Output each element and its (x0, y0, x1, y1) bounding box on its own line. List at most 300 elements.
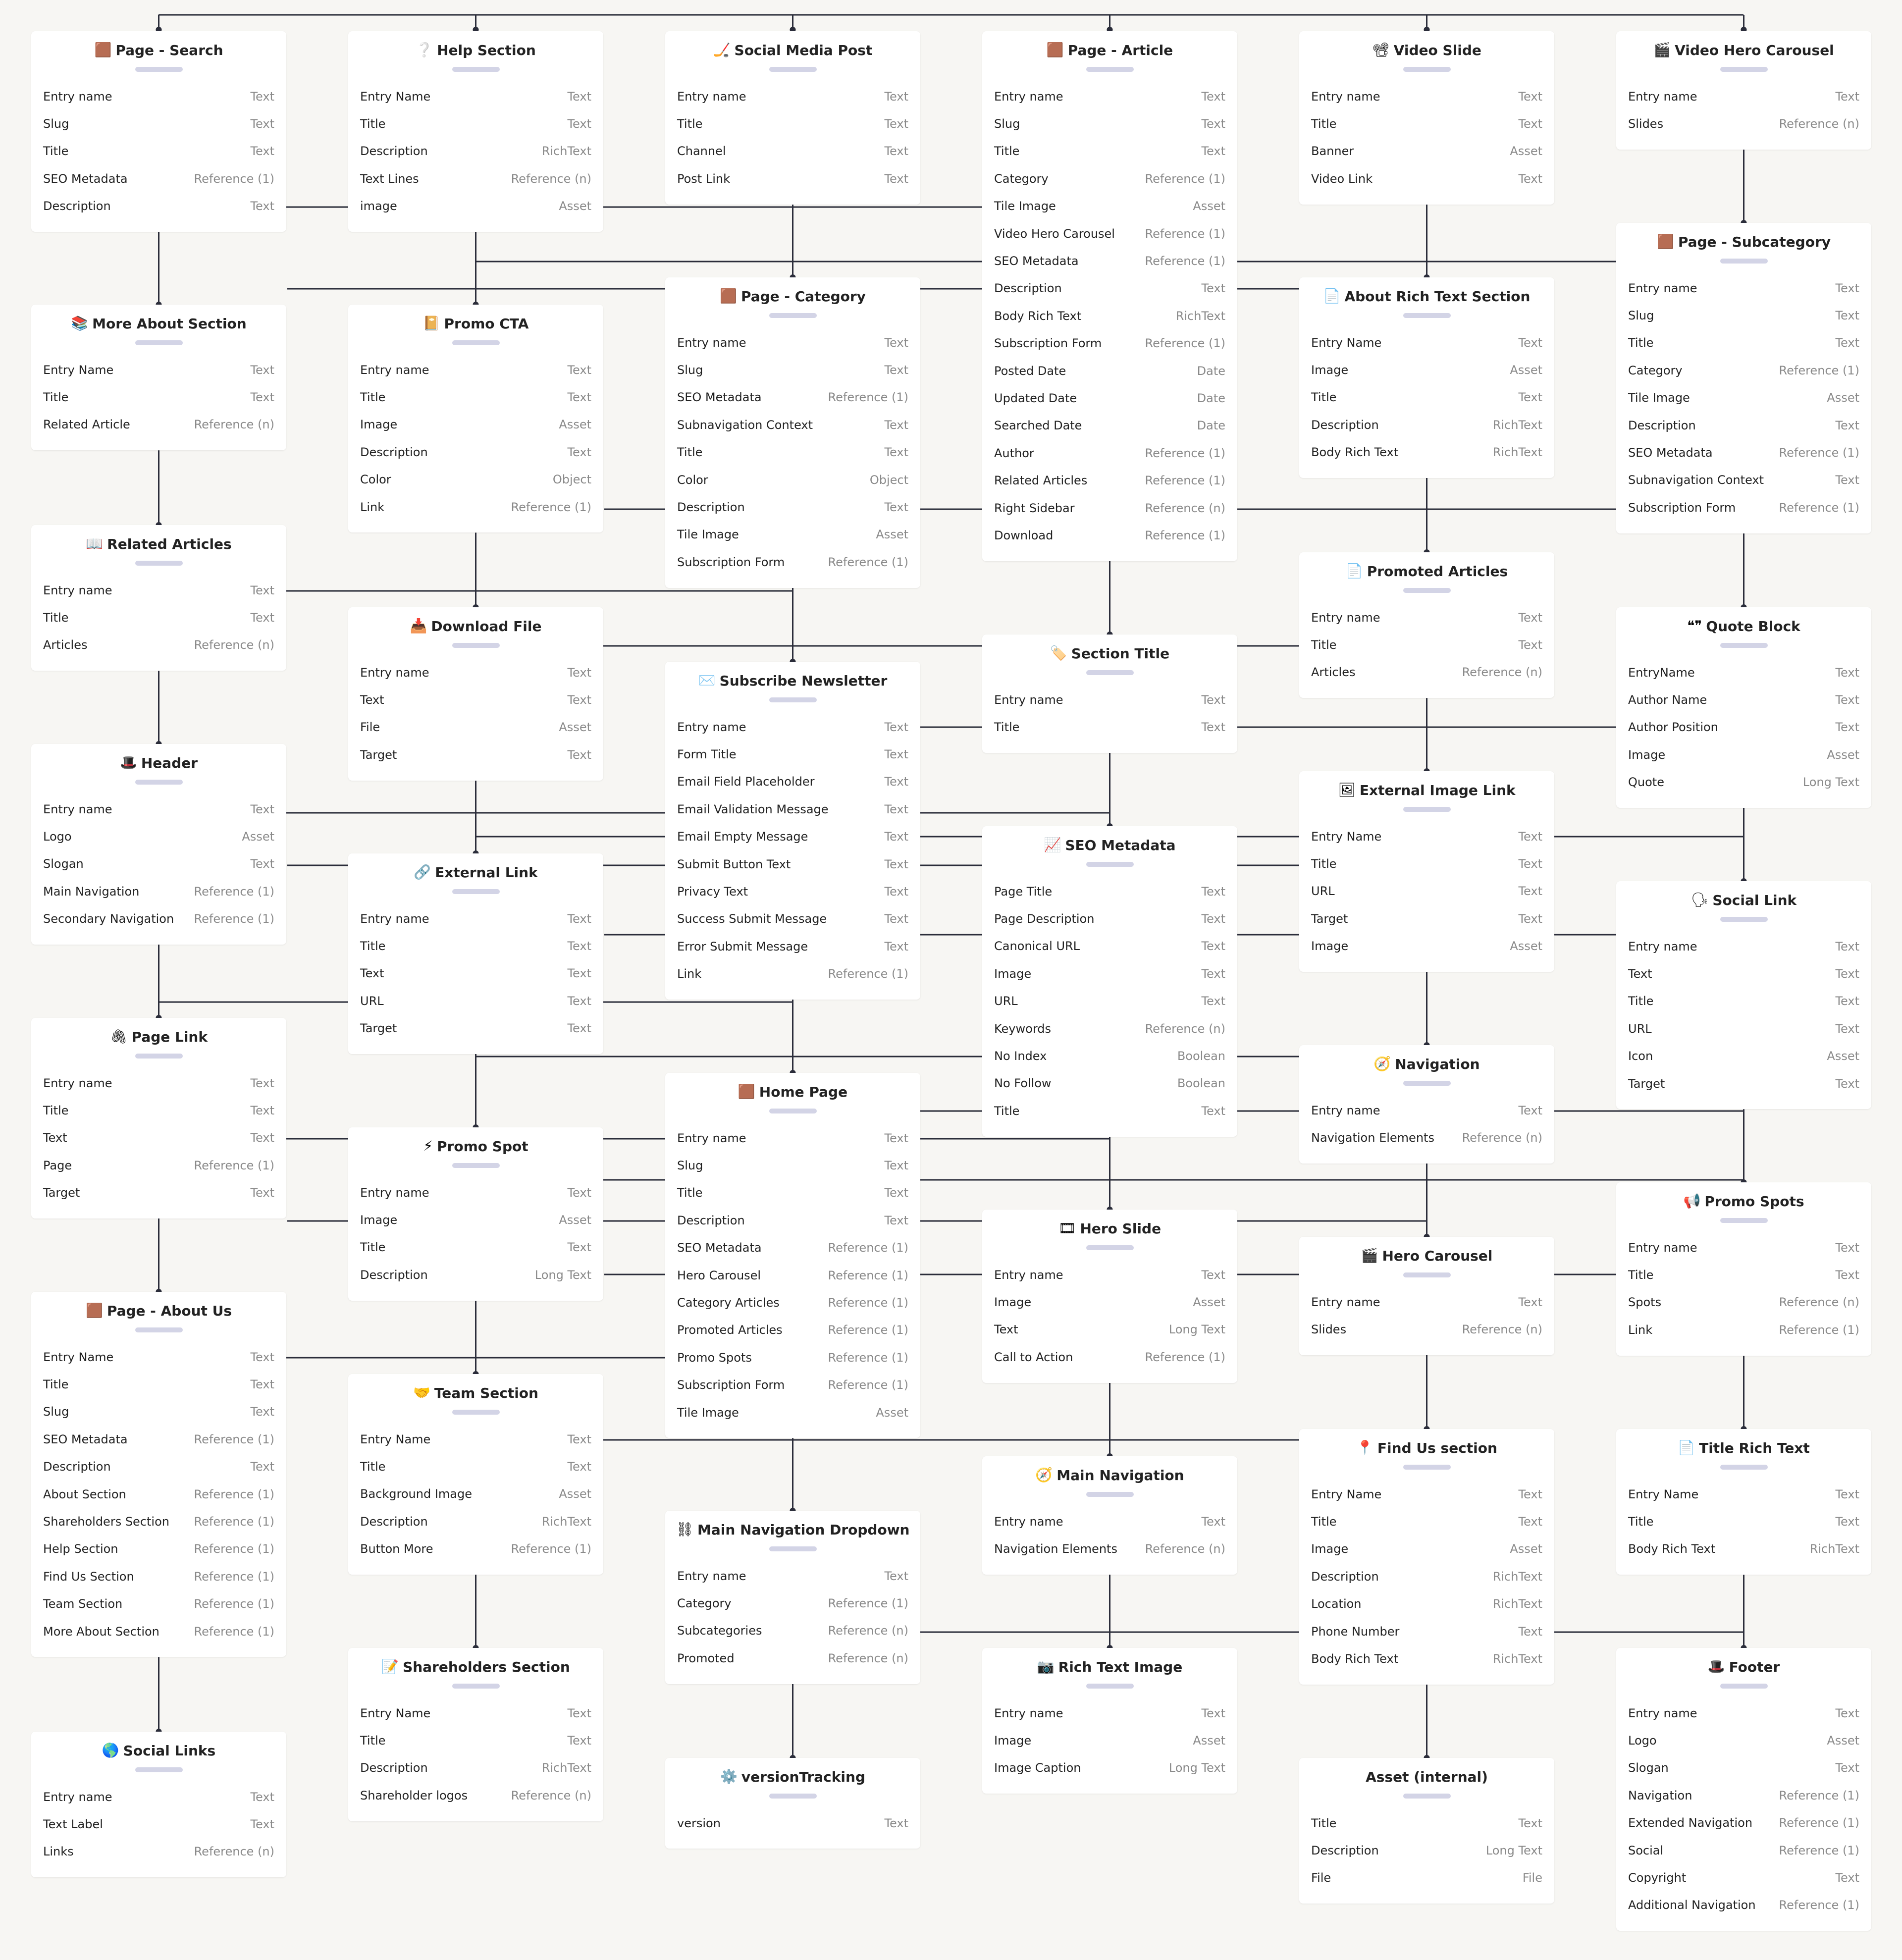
field-row[interactable] (31, 165, 286, 192)
content-type-card-version-tracking[interactable] (665, 1758, 920, 1849)
field-row[interactable] (665, 1179, 920, 1207)
drag-handle-icon[interactable] (452, 1410, 500, 1415)
field-row[interactable] (348, 905, 603, 932)
drag-handle-icon[interactable] (1403, 1272, 1451, 1277)
content-type-card-help-section[interactable] (348, 31, 603, 232)
field-row[interactable] (1299, 1837, 1554, 1864)
field-row[interactable] (1299, 1316, 1554, 1343)
drag-handle-icon[interactable] (769, 313, 817, 318)
field-row[interactable] (665, 878, 920, 905)
field-row[interactable] (982, 110, 1237, 137)
drag-handle-icon[interactable] (769, 697, 817, 702)
field-row[interactable] (1299, 905, 1554, 932)
content-type-card-external-link[interactable] (348, 853, 603, 1054)
field-row[interactable] (982, 467, 1237, 494)
drag-handle-icon[interactable] (1403, 313, 1451, 318)
field-row[interactable] (1299, 1864, 1554, 1892)
field-row[interactable] (1299, 1590, 1554, 1618)
drag-handle-icon[interactable] (135, 67, 183, 72)
field-row[interactable] (31, 356, 286, 383)
field-row[interactable] (982, 713, 1237, 741)
field-row[interactable] (31, 83, 286, 110)
field-row[interactable] (1616, 1536, 1871, 1563)
field-row[interactable] (665, 823, 920, 850)
drag-handle-icon[interactable] (135, 1327, 183, 1332)
field-row[interactable] (665, 1317, 920, 1344)
field-row[interactable] (348, 438, 603, 466)
field-row[interactable] (1616, 1892, 1871, 1919)
field-row[interactable] (982, 1699, 1237, 1727)
field-row[interactable] (1616, 357, 1871, 384)
field-row[interactable] (1616, 384, 1871, 412)
field-row[interactable] (982, 1508, 1237, 1535)
field-row[interactable] (982, 933, 1237, 960)
field-row[interactable] (665, 1152, 920, 1179)
content-type-card-main-navigation-dropdown[interactable] (665, 1511, 920, 1684)
field-row[interactable] (982, 988, 1237, 1015)
content-type-card-header[interactable] (31, 744, 286, 945)
field-row[interactable] (31, 1508, 286, 1535)
field-row[interactable] (31, 1838, 286, 1865)
field-row[interactable] (348, 1699, 603, 1727)
content-type-card-title-rich-text[interactable] (1616, 1429, 1871, 1575)
field-row[interactable] (665, 905, 920, 933)
drag-handle-icon[interactable] (452, 1163, 500, 1168)
field-row[interactable] (348, 193, 603, 220)
field-row[interactable] (1616, 302, 1871, 329)
field-row[interactable] (1299, 329, 1554, 356)
field-row[interactable] (1616, 83, 1871, 110)
field-row[interactable] (982, 247, 1237, 274)
field-row[interactable] (665, 1562, 920, 1589)
field-row[interactable] (348, 1481, 603, 1508)
field-row[interactable] (31, 604, 286, 631)
field-row[interactable] (665, 1372, 920, 1399)
content-type-card-page-search[interactable] (31, 31, 286, 232)
field-row[interactable] (31, 823, 286, 850)
field-row[interactable] (982, 1015, 1237, 1042)
field-row[interactable] (665, 384, 920, 411)
field-row[interactable] (1616, 494, 1871, 521)
content-type-card-more-about-section[interactable] (31, 305, 286, 450)
field-row[interactable] (31, 1590, 286, 1618)
field-row[interactable] (1299, 411, 1554, 438)
field-row[interactable] (31, 1481, 286, 1508)
field-row[interactable] (665, 110, 920, 137)
field-row[interactable] (348, 1426, 603, 1453)
drag-handle-icon[interactable] (1403, 1794, 1451, 1799)
field-row[interactable] (1299, 83, 1554, 110)
field-row[interactable] (348, 493, 603, 521)
drag-handle-icon[interactable] (1403, 1081, 1451, 1086)
field-row[interactable] (31, 632, 286, 659)
field-row[interactable] (1299, 631, 1554, 658)
field-row[interactable] (31, 577, 286, 604)
field-row[interactable] (1616, 1070, 1871, 1097)
content-type-card-asset-internal[interactable] (1299, 1758, 1554, 1904)
drag-handle-icon[interactable] (452, 889, 500, 894)
field-row[interactable] (1616, 329, 1871, 357)
content-type-card-promo-spots[interactable] (1616, 1182, 1871, 1356)
field-row[interactable] (31, 850, 286, 878)
field-row[interactable] (982, 412, 1237, 439)
drag-handle-icon[interactable] (135, 1767, 183, 1772)
field-row[interactable] (1299, 604, 1554, 631)
field-row[interactable] (31, 1536, 286, 1563)
field-row[interactable] (1616, 960, 1871, 987)
field-row[interactable] (1616, 274, 1871, 302)
field-row[interactable] (348, 83, 603, 110)
field-row[interactable] (982, 522, 1237, 549)
field-row[interactable] (348, 356, 603, 383)
field-row[interactable] (982, 878, 1237, 905)
field-row[interactable] (1299, 1508, 1554, 1535)
field-row[interactable] (31, 1453, 286, 1481)
content-type-card-social-link[interactable] (1616, 881, 1871, 1109)
content-type-card-find-us-section[interactable] (1299, 1429, 1554, 1685)
content-type-icon: ⚡ (423, 1138, 433, 1154)
field-row[interactable] (348, 1206, 603, 1233)
field-row[interactable] (665, 1289, 920, 1316)
field-row[interactable] (348, 1453, 603, 1480)
field-row[interactable] (982, 1097, 1237, 1124)
field-row[interactable] (1299, 1481, 1554, 1508)
field-row[interactable] (1616, 1837, 1871, 1864)
drag-handle-icon[interactable] (1086, 1684, 1134, 1689)
content-type-card-promo-spot[interactable] (348, 1127, 603, 1301)
field-row[interactable] (665, 411, 920, 438)
field-row[interactable] (348, 741, 603, 768)
field-row[interactable] (1616, 1289, 1871, 1316)
content-type-card-footer[interactable] (1616, 1648, 1871, 1931)
field-row[interactable] (1616, 467, 1871, 494)
field-row[interactable] (348, 714, 603, 741)
field-row[interactable] (348, 1536, 603, 1563)
field-name: Articles (43, 638, 88, 652)
field-row[interactable] (1299, 1618, 1554, 1645)
content-type-card-page-about-us[interactable] (31, 1292, 286, 1657)
content-type-card-quote-block[interactable] (1616, 607, 1871, 808)
field-row[interactable] (665, 1589, 920, 1617)
field-row[interactable] (982, 83, 1237, 110)
drag-handle-icon[interactable] (1403, 807, 1451, 812)
field-row[interactable] (348, 383, 603, 411)
field-row[interactable] (348, 165, 603, 192)
field-row[interactable] (31, 905, 286, 933)
field-row[interactable] (31, 1810, 286, 1838)
field-row[interactable] (982, 905, 1237, 932)
drag-handle-icon[interactable] (1086, 67, 1134, 72)
content-type-card-team-section[interactable] (348, 1374, 603, 1575)
field-row[interactable] (31, 878, 286, 905)
field-row[interactable] (1299, 933, 1554, 960)
field-row[interactable] (982, 1727, 1237, 1754)
field-row[interactable] (665, 933, 920, 960)
content-type-card-page-link[interactable] (31, 1018, 286, 1218)
field-row[interactable] (348, 138, 603, 165)
field-row[interactable] (665, 1617, 920, 1644)
field-row[interactable] (1616, 1234, 1871, 1261)
field-row[interactable] (348, 686, 603, 713)
field-row[interactable] (31, 383, 286, 411)
content-type-card-hero-carousel[interactable] (1299, 1237, 1554, 1355)
content-type-card-rich-text-image[interactable] (982, 1648, 1237, 1794)
field-row[interactable] (348, 1234, 603, 1261)
drag-handle-icon[interactable] (135, 340, 183, 345)
drag-handle-icon[interactable] (769, 1546, 817, 1551)
field-row[interactable] (31, 1563, 286, 1590)
field-row[interactable] (31, 1152, 286, 1179)
field-row[interactable] (1616, 1809, 1871, 1837)
field-row[interactable] (1616, 110, 1871, 137)
field-row[interactable] (348, 110, 603, 137)
field-row[interactable] (665, 768, 920, 795)
content-type-card-promo-cta[interactable] (348, 305, 603, 532)
field-row[interactable] (31, 1124, 286, 1152)
field-row[interactable] (348, 987, 603, 1014)
field-row[interactable] (982, 357, 1237, 384)
drag-handle-icon[interactable] (1720, 67, 1768, 72)
field-row[interactable] (1616, 988, 1871, 1015)
field-row[interactable] (31, 1097, 286, 1124)
content-type-card-shareholders-section[interactable] (348, 1648, 603, 1821)
field-row[interactable] (665, 548, 920, 576)
drag-handle-icon[interactable] (769, 1109, 817, 1113)
content-type-card-video-hero-carousel[interactable] (1616, 31, 1871, 150)
drag-handle-icon[interactable] (1720, 1684, 1768, 1689)
field-row[interactable] (348, 1508, 603, 1535)
content-type-card-page-category[interactable] (665, 277, 920, 588)
drag-handle-icon[interactable] (1086, 670, 1134, 675)
field-row[interactable] (665, 329, 920, 356)
content-type-card-home-page[interactable] (665, 1073, 920, 1438)
content-type-card-section-title[interactable] (982, 635, 1237, 753)
field-row[interactable] (982, 1042, 1237, 1069)
field-row[interactable] (348, 1782, 603, 1809)
content-type-card-page-article[interactable] (982, 31, 1237, 561)
field-row[interactable] (1299, 1809, 1554, 1837)
field-name: Links (43, 1845, 74, 1859)
drag-handle-icon[interactable] (135, 561, 183, 566)
field-row[interactable] (31, 110, 286, 137)
field-row[interactable] (348, 960, 603, 987)
field-name: No Follow (994, 1076, 1052, 1091)
field-row[interactable] (665, 1234, 920, 1262)
field-row[interactable] (665, 439, 920, 466)
content-type-card-external-image-link[interactable] (1299, 771, 1554, 972)
field-row[interactable] (982, 1535, 1237, 1562)
field-row[interactable] (1616, 1754, 1871, 1782)
drag-handle-icon[interactable] (135, 1054, 183, 1059)
field-row[interactable] (31, 795, 286, 823)
content-type-card-page-subcategory[interactable] (1616, 223, 1871, 533)
field-row[interactable] (665, 466, 920, 493)
field-row[interactable] (31, 1343, 286, 1371)
content-type-card-about-rich-text-section[interactable] (1299, 277, 1554, 478)
field-row[interactable] (1299, 356, 1554, 383)
content-type-card-main-navigation[interactable] (982, 1456, 1237, 1575)
field-row[interactable] (1299, 439, 1554, 466)
drag-handle-icon[interactable] (1086, 1492, 1134, 1497)
field-row[interactable] (1616, 1261, 1871, 1288)
field-row[interactable] (982, 494, 1237, 522)
drag-handle-icon[interactable] (769, 67, 817, 72)
field-row[interactable] (1616, 686, 1871, 713)
field-row[interactable] (348, 411, 603, 438)
field-row[interactable] (1299, 850, 1554, 877)
field-row[interactable] (1616, 412, 1871, 439)
field-row[interactable] (1299, 1097, 1554, 1124)
drag-handle-icon[interactable] (1720, 917, 1768, 922)
field-row[interactable] (1299, 384, 1554, 411)
field-row[interactable] (348, 659, 603, 686)
field-row[interactable] (348, 1261, 603, 1288)
field-row[interactable] (982, 220, 1237, 247)
field-row[interactable] (665, 138, 920, 165)
field-type: Reference (n) (1779, 117, 1859, 131)
drag-handle-icon[interactable] (1720, 643, 1768, 648)
drag-handle-icon[interactable] (1403, 1465, 1451, 1470)
field-row[interactable] (31, 411, 286, 438)
field-row[interactable] (348, 1179, 603, 1206)
drag-handle-icon[interactable] (1403, 67, 1451, 72)
field-row[interactable] (982, 960, 1237, 987)
field-row[interactable] (665, 741, 920, 768)
drag-handle-icon[interactable] (769, 1794, 817, 1799)
field-row[interactable] (1616, 741, 1871, 768)
drag-handle-icon[interactable] (452, 67, 500, 72)
field-row[interactable] (665, 795, 920, 823)
field-row[interactable] (982, 138, 1237, 165)
field-row[interactable] (1616, 1481, 1871, 1508)
field-row[interactable] (1616, 714, 1871, 741)
field-row[interactable] (1616, 1782, 1871, 1809)
field-row[interactable] (982, 275, 1237, 302)
field-row[interactable] (1299, 878, 1554, 905)
field-row[interactable] (31, 193, 286, 220)
drag-handle-icon[interactable] (452, 1684, 500, 1689)
content-type-card-navigation[interactable] (1299, 1045, 1554, 1164)
field-row[interactable] (665, 83, 920, 110)
field-row[interactable] (1616, 1508, 1871, 1535)
field-row[interactable] (665, 713, 920, 741)
content-type-card-promoted-articles[interactable] (1299, 552, 1554, 698)
field-row[interactable] (31, 1371, 286, 1398)
content-type-card-seo-metadata[interactable] (982, 826, 1237, 1137)
field-row[interactable] (1299, 1124, 1554, 1151)
field-row[interactable] (1616, 1316, 1871, 1343)
field-row[interactable] (1299, 1645, 1554, 1672)
field-row[interactable] (31, 1783, 286, 1810)
field-row[interactable] (665, 1124, 920, 1152)
field-row[interactable] (31, 1398, 286, 1426)
field-row[interactable] (1616, 933, 1871, 960)
field-row[interactable] (1299, 138, 1554, 165)
field-row[interactable] (1299, 1536, 1554, 1563)
drag-handle-icon[interactable] (1720, 1218, 1768, 1223)
field-row[interactable] (31, 1618, 286, 1645)
field-name: URL (994, 994, 1018, 1008)
field-row[interactable] (1299, 110, 1554, 137)
field-row[interactable] (1616, 1699, 1871, 1727)
field-row[interactable] (665, 1399, 920, 1426)
field-row[interactable] (665, 1644, 920, 1672)
field-row[interactable] (1299, 659, 1554, 686)
field-row[interactable] (665, 960, 920, 988)
drag-handle-icon[interactable] (135, 780, 183, 785)
field-row[interactable] (1299, 1563, 1554, 1590)
drag-handle-icon[interactable] (452, 340, 500, 345)
content-type-card-social-media-post[interactable] (665, 31, 920, 205)
field-row[interactable] (348, 1015, 603, 1042)
field-row[interactable] (1299, 823, 1554, 850)
drag-handle-icon[interactable] (1720, 259, 1768, 264)
field-row[interactable] (982, 686, 1237, 713)
content-type-card-hero-slide[interactable] (982, 1210, 1237, 1383)
field-row[interactable] (348, 932, 603, 959)
field-row[interactable] (982, 384, 1237, 412)
field-row[interactable] (1616, 769, 1871, 796)
field-row[interactable] (665, 493, 920, 521)
field-row[interactable] (1299, 1288, 1554, 1316)
field-row[interactable] (982, 302, 1237, 329)
drag-handle-icon[interactable] (452, 643, 500, 648)
field-row[interactable] (665, 165, 920, 192)
field-row[interactable] (982, 1288, 1237, 1316)
field-row[interactable] (982, 193, 1237, 220)
field-row[interactable] (1616, 1727, 1871, 1754)
content-type-card-related-articles[interactable] (31, 525, 286, 671)
field-row[interactable] (982, 1754, 1237, 1782)
field-row[interactable] (982, 1343, 1237, 1371)
field-row[interactable] (665, 356, 920, 383)
field-row[interactable] (348, 466, 603, 493)
field-row[interactable] (982, 1070, 1237, 1097)
field-row[interactable] (1616, 439, 1871, 466)
field-row[interactable] (665, 1262, 920, 1289)
content-type-card-social-links[interactable] (31, 1732, 286, 1877)
field-row[interactable] (982, 1316, 1237, 1343)
field-row[interactable] (982, 1261, 1237, 1288)
drag-handle-icon[interactable] (1086, 862, 1134, 867)
field-row[interactable] (31, 1069, 286, 1097)
drag-handle-icon[interactable] (1720, 1465, 1768, 1470)
drag-handle-icon[interactable] (1086, 1245, 1134, 1250)
field-row[interactable] (982, 330, 1237, 357)
field-row[interactable] (665, 850, 920, 878)
content-type-card-subscribe-newsletter[interactable] (665, 662, 920, 1000)
field-row[interactable] (1616, 1864, 1871, 1891)
content-type-card-video-slide[interactable] (1299, 31, 1554, 205)
field-row[interactable] (1616, 1015, 1871, 1042)
field-row[interactable] (665, 1207, 920, 1234)
drag-handle-icon[interactable] (1403, 588, 1451, 593)
field-row[interactable] (31, 1179, 286, 1207)
field-row[interactable] (1616, 659, 1871, 686)
field-row[interactable] (982, 439, 1237, 467)
field-row[interactable] (31, 138, 286, 165)
content-type-card-download-file[interactable] (348, 607, 603, 781)
field-row[interactable] (665, 1809, 920, 1837)
field-row[interactable] (665, 1344, 920, 1371)
field-row[interactable] (31, 1426, 286, 1453)
field-row[interactable] (348, 1727, 603, 1754)
field-row[interactable] (1299, 165, 1554, 192)
field-row[interactable] (348, 1754, 603, 1782)
field-row[interactable] (1616, 1043, 1871, 1070)
field-row[interactable] (982, 165, 1237, 192)
field-row[interactable] (665, 521, 920, 548)
